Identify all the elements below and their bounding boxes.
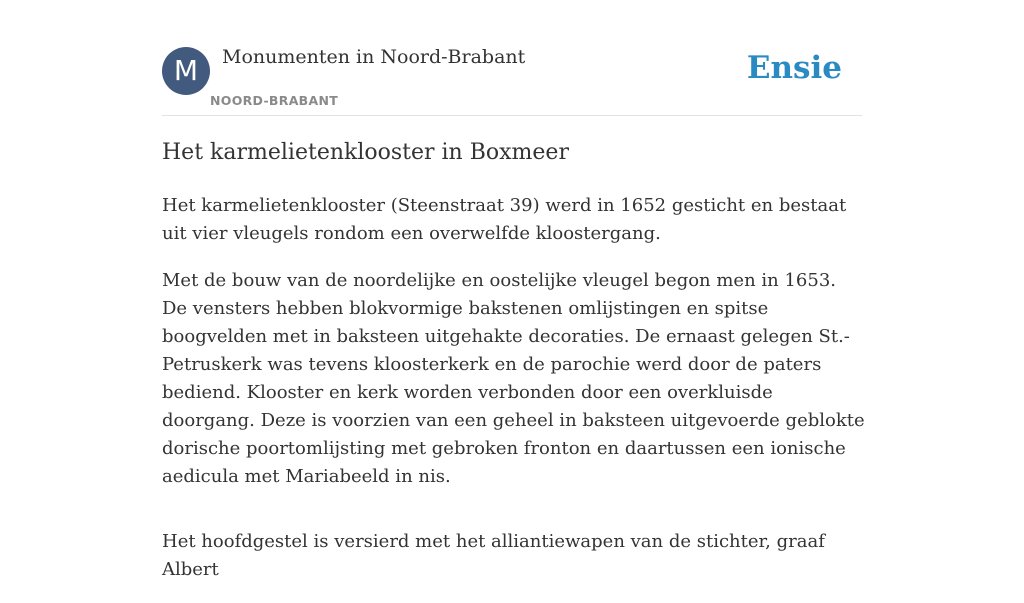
paragraph-2: Met de bouw van de noordelijke en oostelijke vleugel begon men in 1653. De vensters hebben blokvormige bakstenen omlijstingen en spitse boogvelden met in baksteen uitgehakte decoraties. De ernaast gelegen St.-Petruskerk was tevens kloosterkerk en de parochie werd door de paters bediend. Klooster en kerk worden verbonden door een overkluisde doorgang. Deze is voorzien van een geheel in baksteen uitgevoerde geblokte dorische poortomlijsting met gebroken fronton en daartussen een ionische aedicula met Mariabeeld in nis. — [162, 270, 865, 487]
article-body — [162, 192, 866, 603]
brand-logo[interactable]: Ensie — [746, 50, 842, 86]
paragraph-spacer — [162, 510, 866, 528]
site-title-link[interactable]: Monumenten in Noord-Brabant — [222, 46, 526, 68]
header — [162, 46, 862, 116]
category-label[interactable]: NOORD-BRABANT — [210, 93, 339, 108]
paragraph-1: Het karmelietenklooster (Steenstraat 39) werd in 1652 gesticht en bestaat uit vier vleugels rondom een overwelfde kloostergang. — [162, 195, 847, 244]
paragraph-3: Het hoofdgestel is versierd met het alliantiewapen van de stichter, graaf Albert — [162, 531, 825, 580]
article-title: Het karmelietenklooster in Boxmeer — [162, 140, 569, 165]
header-divider — [162, 115, 862, 116]
avatar[interactable]: M — [162, 47, 210, 95]
